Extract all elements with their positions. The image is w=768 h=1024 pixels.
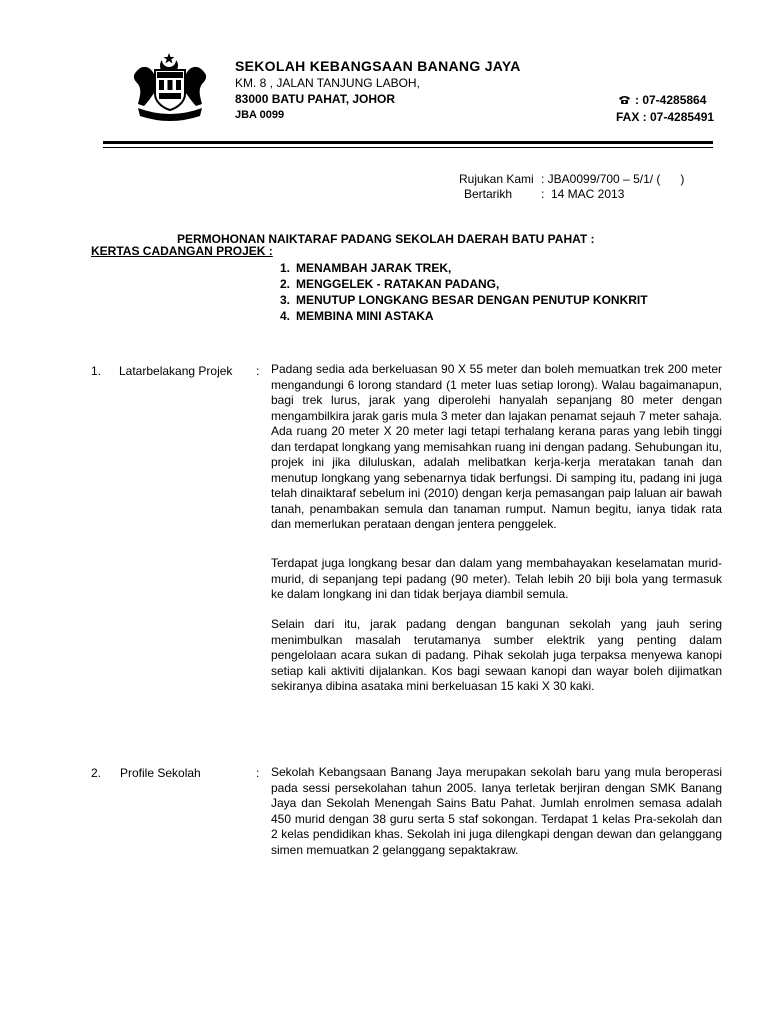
- section-2-colon: :: [256, 766, 260, 780]
- address-line-2: 83000 BATU PAHAT, JOHOR: [235, 92, 396, 106]
- list-item: 4. MEMBINA MINI ASTAKA: [280, 309, 434, 323]
- section-1-number: 1.: [91, 364, 102, 378]
- reference-value: : JBA0099/700 – 5/1/ ( ): [541, 172, 685, 186]
- date-label: Bertarikh: [464, 187, 513, 201]
- section-1-paragraph-2: Terdapat juga longkang besar dan dalam yang membahayakan keselamatan murid-murid, di sepanjang tepi padang (90 meter). Telah lebih 20 biji bola yang termasuk ke dalam longkang ini dan tidak berjaya diambil semula.: [271, 556, 722, 601]
- section-1-label: Latarbelakang Projek: [119, 364, 233, 378]
- section-1-colon: :: [256, 364, 260, 378]
- list-item: 3. MENUTUP LONGKANG BESAR DENGAN PENUTUP KONKRIT: [280, 293, 648, 307]
- reference-block: [459, 172, 684, 202]
- phone-number: [618, 93, 706, 108]
- school-code: JBA 0099: [235, 109, 285, 121]
- document-subtitle: KERTAS CADANGAN PROJEK :: [91, 244, 273, 258]
- list-item: 1. MENAMBAH JARAK TREK,: [280, 261, 452, 275]
- list-item: 2. MENGGELEK - RATAKAN PADANG,: [280, 277, 500, 291]
- date-line: [459, 187, 684, 202]
- telephone-icon: [618, 94, 631, 108]
- section-1-paragraph-3: Selain dari itu, jarak padang dengan bangunan sekolah yang jauh sering menimbulkan masalah terutamanya sumber elektrik yang penting dalam pengelolaan acara sukan di padang. Pihak sekolah juga terpaksa menyewa kanopi setiap kali aktiviti dijalankan. Kos bagi sewaan kanopi dan wayar boleh dijimatkan sekiranya dibina asataka mini berkeluasan 15 kaki X 30 kaki.: [271, 617, 722, 693]
- letterhead-divider-thin: [103, 147, 713, 148]
- school-crest-logo: [128, 50, 212, 124]
- section-2-paragraph-1: Sekolah Kebangsaan Banang Jaya merupakan sekolah baru yang mula beroperasi pada sessi persekolahan tahun 2005. Ianya terletak berjiran dengan SMK Banang Jaya dan Sekolah Menengah Sains Batu Pahat. Jumlah enrolmen semasa adalah 450 murid dengan 38 guru serta 5 staf sokongan. Terdapat 1 kelas Pra-sekolah dan 2 kelas pendidikan khas. Sekolah ini juga dilengkapi dengan dewan dan gelanggang simen memuatkan 2 gelanggang sepaktakraw.: [271, 765, 722, 857]
- reference-label: Rujukan Kami: [459, 172, 534, 186]
- section-1-paragraph-1: Padang sedia ada berkeluasan 90 X 55 meter dan boleh memuatkan trek 200 meter mengandungi 6 lorong standard (1 meter luas setiap lorong). Walau bagaimanapun, bagi trek lurus, jarak yang diperolehi hanyalah sepanjang 80 meter dengan mengambilkira jarak garis mula 3 meter dan lajakan penamat sejauh 7 meter sahaja. Ada ruang 20 meter X 20 meter lagi tetapi terhalang kerana paras yang lebih tinggi dan terdapat longkang yang memisahkan ruang ini dengan padang. Sehubungan itu, projek ini jika diluluskan, adalah melibatkan kerja-kerja meratakan tanah dan menutup longkang yang sebenarnya tidak berfungsi. Di samping itu, padang ini juga telah dinaiktaraf sebelum ini (2010) dengan kerja pemasangan paip laluan air bawah tanah, penambakan semula dan tanaman rumput. Namun begitu, ianya tidak rata dan memerlukan perataan dengan jentera penggelek.: [271, 362, 722, 531]
- address-line-1: KM. 8 , JALAN TANJUNG LABOH,: [235, 76, 420, 90]
- letterhead-divider-thick: [103, 141, 713, 144]
- fax-number: FAX : 07-4285491: [616, 110, 715, 124]
- reference-line: [459, 172, 684, 187]
- section-2-number: 2.: [91, 766, 102, 780]
- section-2-label: Profile Sekolah: [120, 766, 201, 780]
- proposal-items-list: [280, 260, 648, 324]
- date-value: : 14 MAC 2013: [541, 187, 625, 201]
- phone-value: : 07-4285864: [635, 93, 707, 107]
- school-name: SEKOLAH KEBANGSAAN BANANG JAYA: [235, 58, 521, 74]
- document-title: PERMOHONAN NAIKTARAF PADANG SEKOLAH DAERAH BATU PAHAT :: [177, 232, 595, 246]
